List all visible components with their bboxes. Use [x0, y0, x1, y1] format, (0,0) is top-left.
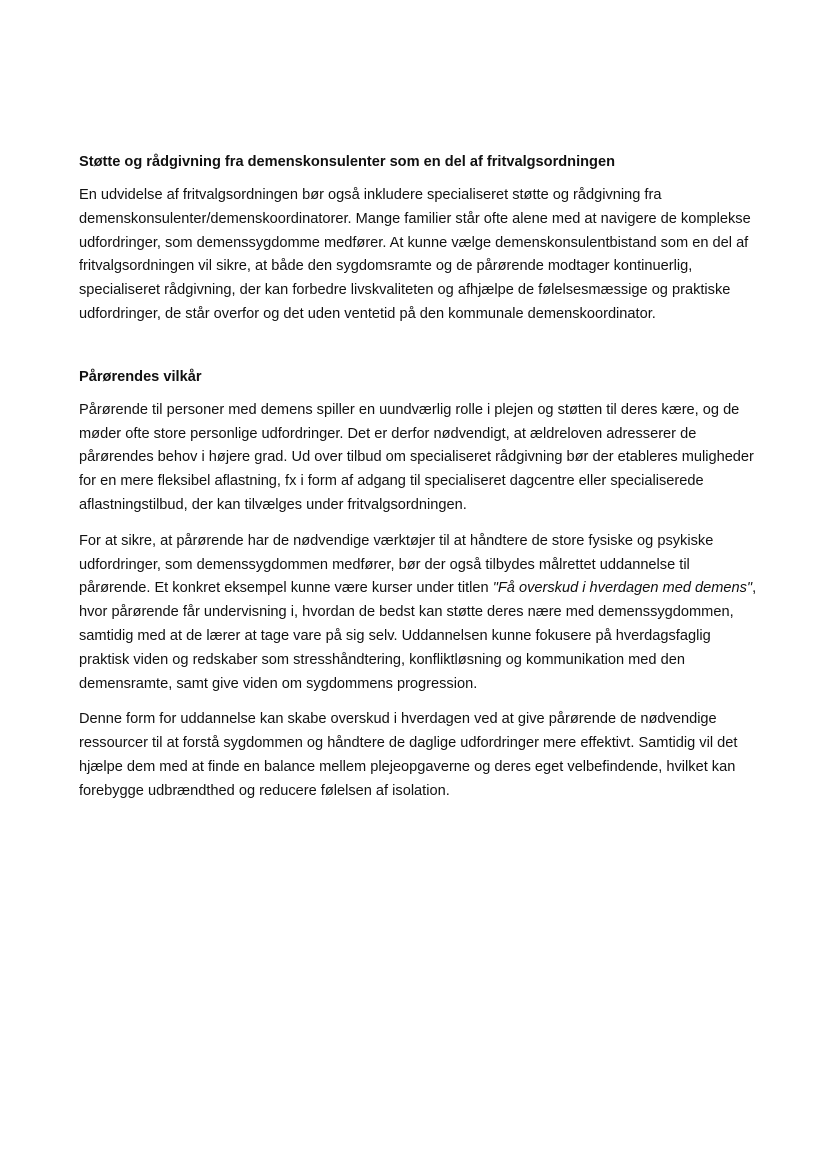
- section-dementia-consultants: [79, 152, 757, 327]
- paragraph-text: , hvor pårørende får undervisning i, hvordan de bedst kan støtte deres nære med demenssygdommen, samtidig med at de lærer at tage vare på sig selv. Uddannelsen kunne fokusere på hverdagsfaglig praktisk viden og redskaber som stresshåndtering, konfliktløsning og kommunikation med den demensramte, samt give viden om sygdommens progression.: [79, 580, 757, 692]
- body-paragraph: Pårørende til personer med demens spiller en uundværlig rolle i plejen og støtten til deres kære, og de møder ofte store personlige udfordringer. Det er derfor nødvendigt, at ældreloven adresserer de pårørendes behov i højere grad. Ud over tilbud om specialiseret rådgivning bør der etableres muligheder for en mere fleksibel aflastning, fx i form af adgang til specialiseret dagcentre eller specialiserede aflastningstilbud, der kan tilvælges under fritvalgsordningen.: [79, 401, 754, 513]
- body-paragraph: En udvidelse af fritvalgsordningen bør også inkludere specialiseret støtte og rådgivning fra demenskonsulenter/demenskoordinatorer. Mange familier står ofte alene med at navigere de komplekse udfordringer, som demenssygdomme medfører. At kunne vælge demenskonsulentbistand som en del af fritvalgsordningen vil sikre, at både den sygdomsramte og de pårørende modtager kontinuerlig, specialiseret rådgivning, der kan forbedre livskvaliteten og afhjælpe de følelsesmæssige og praktiske udfordringer, de står overfor og det uden ventetid på den kommunale demenskoordinator.: [79, 187, 751, 322]
- body-paragraph: Denne form for uddannelse kan skabe overskud i hverdagen ved at give pårørende de nødvendige ressourcer til at forstå sygdommen og håndtere de daglige udfordringer mere effektivt. Samtidig vil det hjælpe dem med at finde en balance mellem plejeopgaverne og deres eget velbefindende, hvilket kan forebygge udbrændthed og reducere følelsen af isolation.: [79, 711, 738, 799]
- paragraph-text: For at sikre, at pårørende har de nødvendige værktøjer til at håndtere de store fysiske og psykiske udfordringer, som demenssygdommen medfører, bør der også tilbydes målrettet uddannelse til pårørende. Et konkret eksempel kunne være kurser under titlen: [79, 532, 714, 597]
- section-heading: Pårørendes vilkår: [79, 368, 202, 385]
- section-relatives-conditions: [79, 367, 757, 804]
- section-heading: Støtte og rådgivning fra demenskonsulenter som en del af fritvalgsordningen: [79, 154, 615, 170]
- course-title: "Få overskud i hverdagen med demens": [492, 580, 753, 597]
- body-paragraph-course: [79, 530, 757, 697]
